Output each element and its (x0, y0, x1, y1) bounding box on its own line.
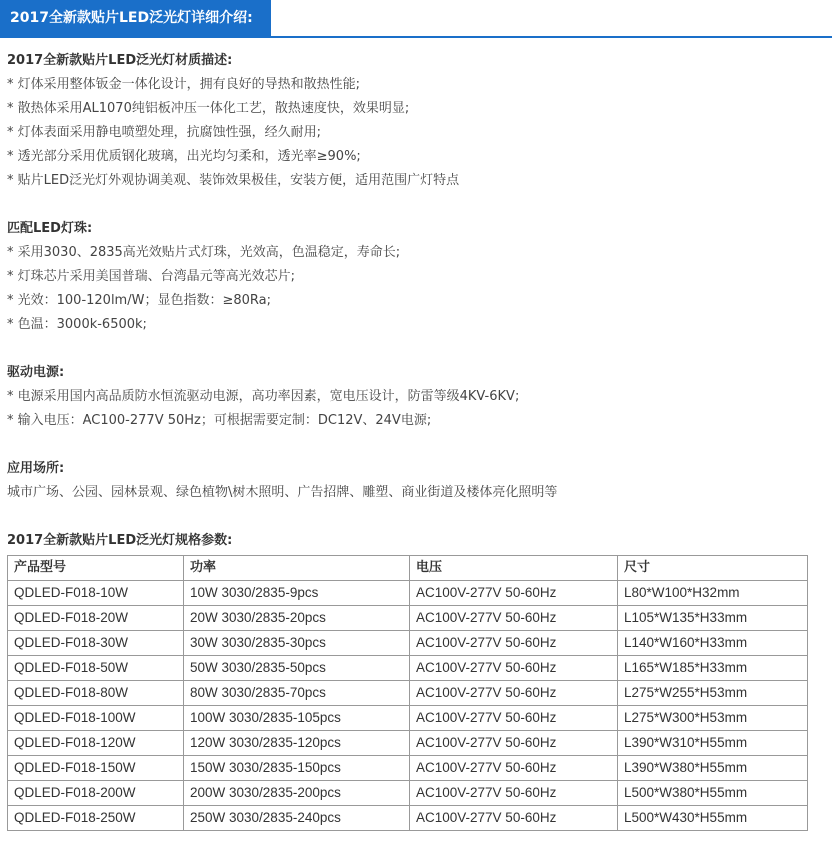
cell-power: 100W 3030/2835-105pcs (184, 706, 410, 731)
cell-size: L80*W100*H32mm (618, 581, 808, 606)
column-header-size: 尺寸 (618, 556, 808, 581)
cell-power: 20W 3030/2835-20pcs (184, 606, 410, 631)
cell-voltage: AC100V-277V 50-60Hz (410, 681, 618, 706)
table-row (8, 756, 808, 781)
spacer (7, 337, 822, 361)
cell-voltage: AC100V-277V 50-60Hz (410, 731, 618, 756)
cell-size: L390*W310*H55mm (618, 731, 808, 756)
specs-table (7, 555, 808, 831)
cell-size: L500*W430*H55mm (618, 806, 808, 831)
cell-power: 120W 3030/2835-120pcs (184, 731, 410, 756)
section-material (7, 49, 822, 193)
bullet-line: * 散热体采用AL1070纯铝板冲压一体化工艺，散热速度快，效果明显; (7, 101, 410, 116)
cell-voltage: AC100V-277V 50-60Hz (410, 756, 618, 781)
table-row (8, 681, 808, 706)
cell-power: 10W 3030/2835-9pcs (184, 581, 410, 606)
cell-voltage: AC100V-277V 50-60Hz (410, 781, 618, 806)
cell-model: QDLED-F018-250W (8, 806, 184, 831)
cell-voltage: AC100V-277V 50-60Hz (410, 581, 618, 606)
section-applications (7, 457, 822, 505)
cell-power: 250W 3030/2835-240pcs (184, 806, 410, 831)
cell-power: 30W 3030/2835-30pcs (184, 631, 410, 656)
cell-model: QDLED-F018-10W (8, 581, 184, 606)
spacer (7, 505, 822, 529)
cell-model: QDLED-F018-30W (8, 631, 184, 656)
cell-voltage: AC100V-277V 50-60Hz (410, 706, 618, 731)
cell-voltage: AC100V-277V 50-60Hz (410, 606, 618, 631)
table-row (8, 806, 808, 831)
bullet-line: * 灯体表面采用静电喷塑处理，抗腐蚀性强，经久耐用; (7, 125, 322, 140)
cell-size: L140*W160*H33mm (618, 631, 808, 656)
section-heading: 2017全新款贴片LED泛光灯规格参数: (7, 533, 233, 548)
column-header-model: 产品型号 (8, 556, 184, 581)
cell-model: QDLED-F018-80W (8, 681, 184, 706)
bullet-line: * 色温：3000k-6500k; (7, 317, 147, 332)
column-header-voltage: 电压 (410, 556, 618, 581)
cell-voltage: AC100V-277V 50-60Hz (410, 631, 618, 656)
section-power-supply (7, 361, 822, 433)
page-title: 2017全新款贴片LED泛光灯详细介绍: (0, 0, 271, 36)
table-row (8, 706, 808, 731)
cell-power: 200W 3030/2835-200pcs (184, 781, 410, 806)
bullet-line: * 输入电压：AC100-277V 50Hz；可根据需要定制：DC12V、24V电源; (7, 413, 432, 428)
section-specs (7, 529, 822, 831)
cell-model: QDLED-F018-100W (8, 706, 184, 731)
table-row (8, 731, 808, 756)
cell-size: L500*W380*H55mm (618, 781, 808, 806)
table-row (8, 781, 808, 806)
table-header-row (8, 556, 808, 581)
cell-size: L105*W135*H33mm (618, 606, 808, 631)
table-row (8, 606, 808, 631)
cell-size: L275*W255*H53mm (618, 681, 808, 706)
application-line: 城市广场、公园、园林景观、绿色植物\树木照明、广告招牌、雕塑、商业街道及楼体亮化照明等 (7, 485, 558, 500)
cell-power: 150W 3030/2835-150pcs (184, 756, 410, 781)
section-heading: 驱动电源: (7, 365, 65, 380)
section-heading: 2017全新款贴片LED泛光灯材质描述: (7, 53, 233, 68)
cell-power: 50W 3030/2835-50pcs (184, 656, 410, 681)
cell-model: QDLED-F018-50W (8, 656, 184, 681)
table-row (8, 631, 808, 656)
cell-model: QDLED-F018-20W (8, 606, 184, 631)
spacer (7, 193, 822, 217)
cell-model: QDLED-F018-120W (8, 731, 184, 756)
table-row (8, 581, 808, 606)
cell-voltage: AC100V-277V 50-60Hz (410, 806, 618, 831)
cell-size: L275*W300*H53mm (618, 706, 808, 731)
bullet-line: * 灯珠芯片采用美国普瑞、台湾晶元等高光效芯片; (7, 269, 296, 284)
spacer (7, 433, 822, 457)
table-row (8, 656, 808, 681)
section-heading: 应用场所: (7, 461, 65, 476)
cell-size: L165*W185*H33mm (618, 656, 808, 681)
bullet-line: * 贴片LED泛光灯外观协调美观、装饰效果极佳，安装方便，适用范围广灯特点 (7, 173, 460, 188)
cell-power: 80W 3030/2835-70pcs (184, 681, 410, 706)
section-led-beads (7, 217, 822, 337)
title-bar (0, 0, 832, 38)
cell-voltage: AC100V-277V 50-60Hz (410, 656, 618, 681)
product-details (7, 49, 822, 831)
bullet-line: * 电源采用国内高品质防水恒流驱动电源，高功率因素，宽电压设计，防雷等级4KV-6KV; (7, 389, 520, 404)
bullet-line: * 灯体采用整体钣金一体化设计，拥有良好的导热和散热性能; (7, 77, 361, 92)
cell-size: L390*W380*H55mm (618, 756, 808, 781)
section-heading: 匹配LED灯珠: (7, 221, 93, 236)
bullet-line: * 光效：100-120lm/W；显色指数：≥80Ra; (7, 293, 271, 308)
bullet-line: * 采用3030、2835高光效贴片式灯珠，光效高，色温稳定，寿命长; (7, 245, 401, 260)
bullet-line: * 透光部分采用优质钢化玻璃，出光均匀柔和，透光率≥90%; (7, 149, 361, 164)
cell-model: QDLED-F018-200W (8, 781, 184, 806)
column-header-power: 功率 (184, 556, 410, 581)
cell-model: QDLED-F018-150W (8, 756, 184, 781)
